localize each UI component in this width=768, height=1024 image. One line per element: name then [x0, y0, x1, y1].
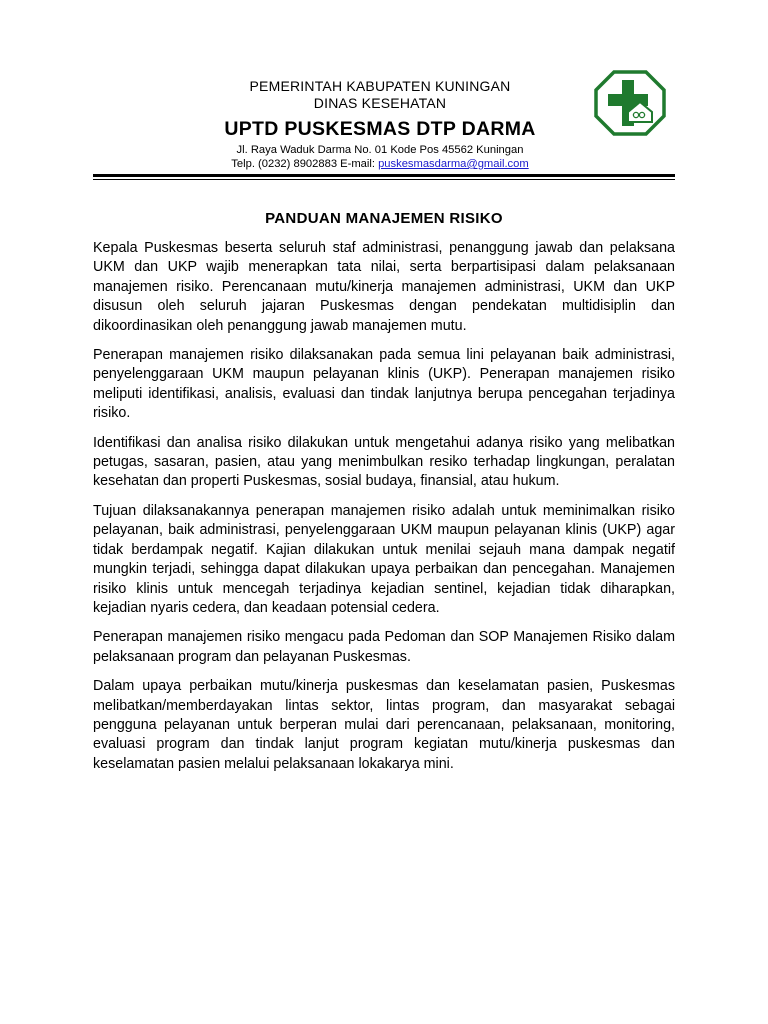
paragraph-2: Penerapan manajemen risiko dilaksanakan pada semua lini pelayanan baik administrasi, penyelenggaraan UKM maupun pelayanan klinis (UKP). Penerapan manajemen risiko meliputi identifikasi, analisis, evaluasi dan tindak lanjutnya berupa pencegahan terjadinya risiko.: [93, 347, 675, 422]
letterhead-address: Jl. Raya Waduk Darma No. 01 Kode Pos 45562 Kuningan: [236, 144, 524, 156]
letterhead-title: UPTD PUSKESMAS DTP DARMA: [224, 118, 536, 140]
letterhead: [180, 78, 580, 171]
document-title: PANDUAN MANAJEMEN RISIKO: [265, 210, 503, 227]
letterhead-government: PEMERINTAH KABUPATEN KUNINGAN: [249, 78, 511, 94]
header-divider-thin: [93, 179, 675, 180]
document-body: [93, 239, 675, 784]
header-divider-thick: [93, 174, 675, 177]
paragraph-3: Identifikasi dan analisa risiko dilakukan untuk mengetahui adanya risiko yang melibatkan petugas, sasaran, pasien, atau yang menimbulkan resiko terhadap lingkungan, peralatan kesehatan dan properti Puskesmas, sosial budaya, finansial, atau hukum.: [93, 434, 675, 490]
paragraph-1: Kepala Puskesmas beserta seluruh staf administrasi, penanggung jawab dan pelaksana UKM dan UKP wajib menerapkan tata nilai, serta berpartisipasi dalam pelaksanaan manajemen risiko. Perencanaan mutu/kinerja manajemen administrasi, UKM dan UKP disusun oleh seluruh jajaran Puskesmas dengan pendekatan multidisiplin dan dikoordinasikan oleh penanggung jawab manajemen mutu.: [93, 240, 675, 334]
paragraph-5: Penerapan manajemen risiko mengacu pada Pedoman dan SOP Manajemen Risiko dalam pelaksanaan program dan pelayanan Puskesmas.: [93, 629, 675, 665]
paragraph-6: Dalam upaya perbaikan mutu/kinerja puskesmas dan keselamatan pasien, Puskesmas melibatkan/memberdayakan lintas sektor, lintas program, dan masyarakat sebagai pengguna pelayanan untuk berperan mulai dari perencanaan, pelaksanaan, monitoring, evaluasi program dan tindak lanjut program kegiatan mutu/kinerja puskesmas dan keselamatan pasien melalui pelaksanaan lokakarya mini.: [93, 678, 675, 772]
email-link[interactable]: puskesmasdarma@gmail.com: [378, 158, 529, 170]
paragraph-4: Tujuan dilaksanakannya penerapan manajemen risiko adalah untuk meminimalkan risiko pelayanan, baik administrasi, penyelenggaraan UKM maupun pelayanan klinis (UKP) agar tidak berdampak negatif. Kajian dilakukan untuk menilai sejauh mana dampak negatif mungkin terjadi, sehingga dapat dilakukan upaya perbaikan dan pencegahan. Manajemen risiko klinis untuk mencegah terjadinya kejadian sentinel, kejadian tidak diharapkan, kejadian nyaris cedera, dan keadaan potensial cedera.: [93, 502, 675, 616]
letterhead-contact: [180, 157, 580, 171]
puskesmas-logo-icon: [594, 70, 666, 136]
contact-phone: Telp. (0232) 8902883 E-mail:: [231, 158, 379, 170]
letterhead-department: DINAS KESEHATAN: [313, 95, 447, 111]
